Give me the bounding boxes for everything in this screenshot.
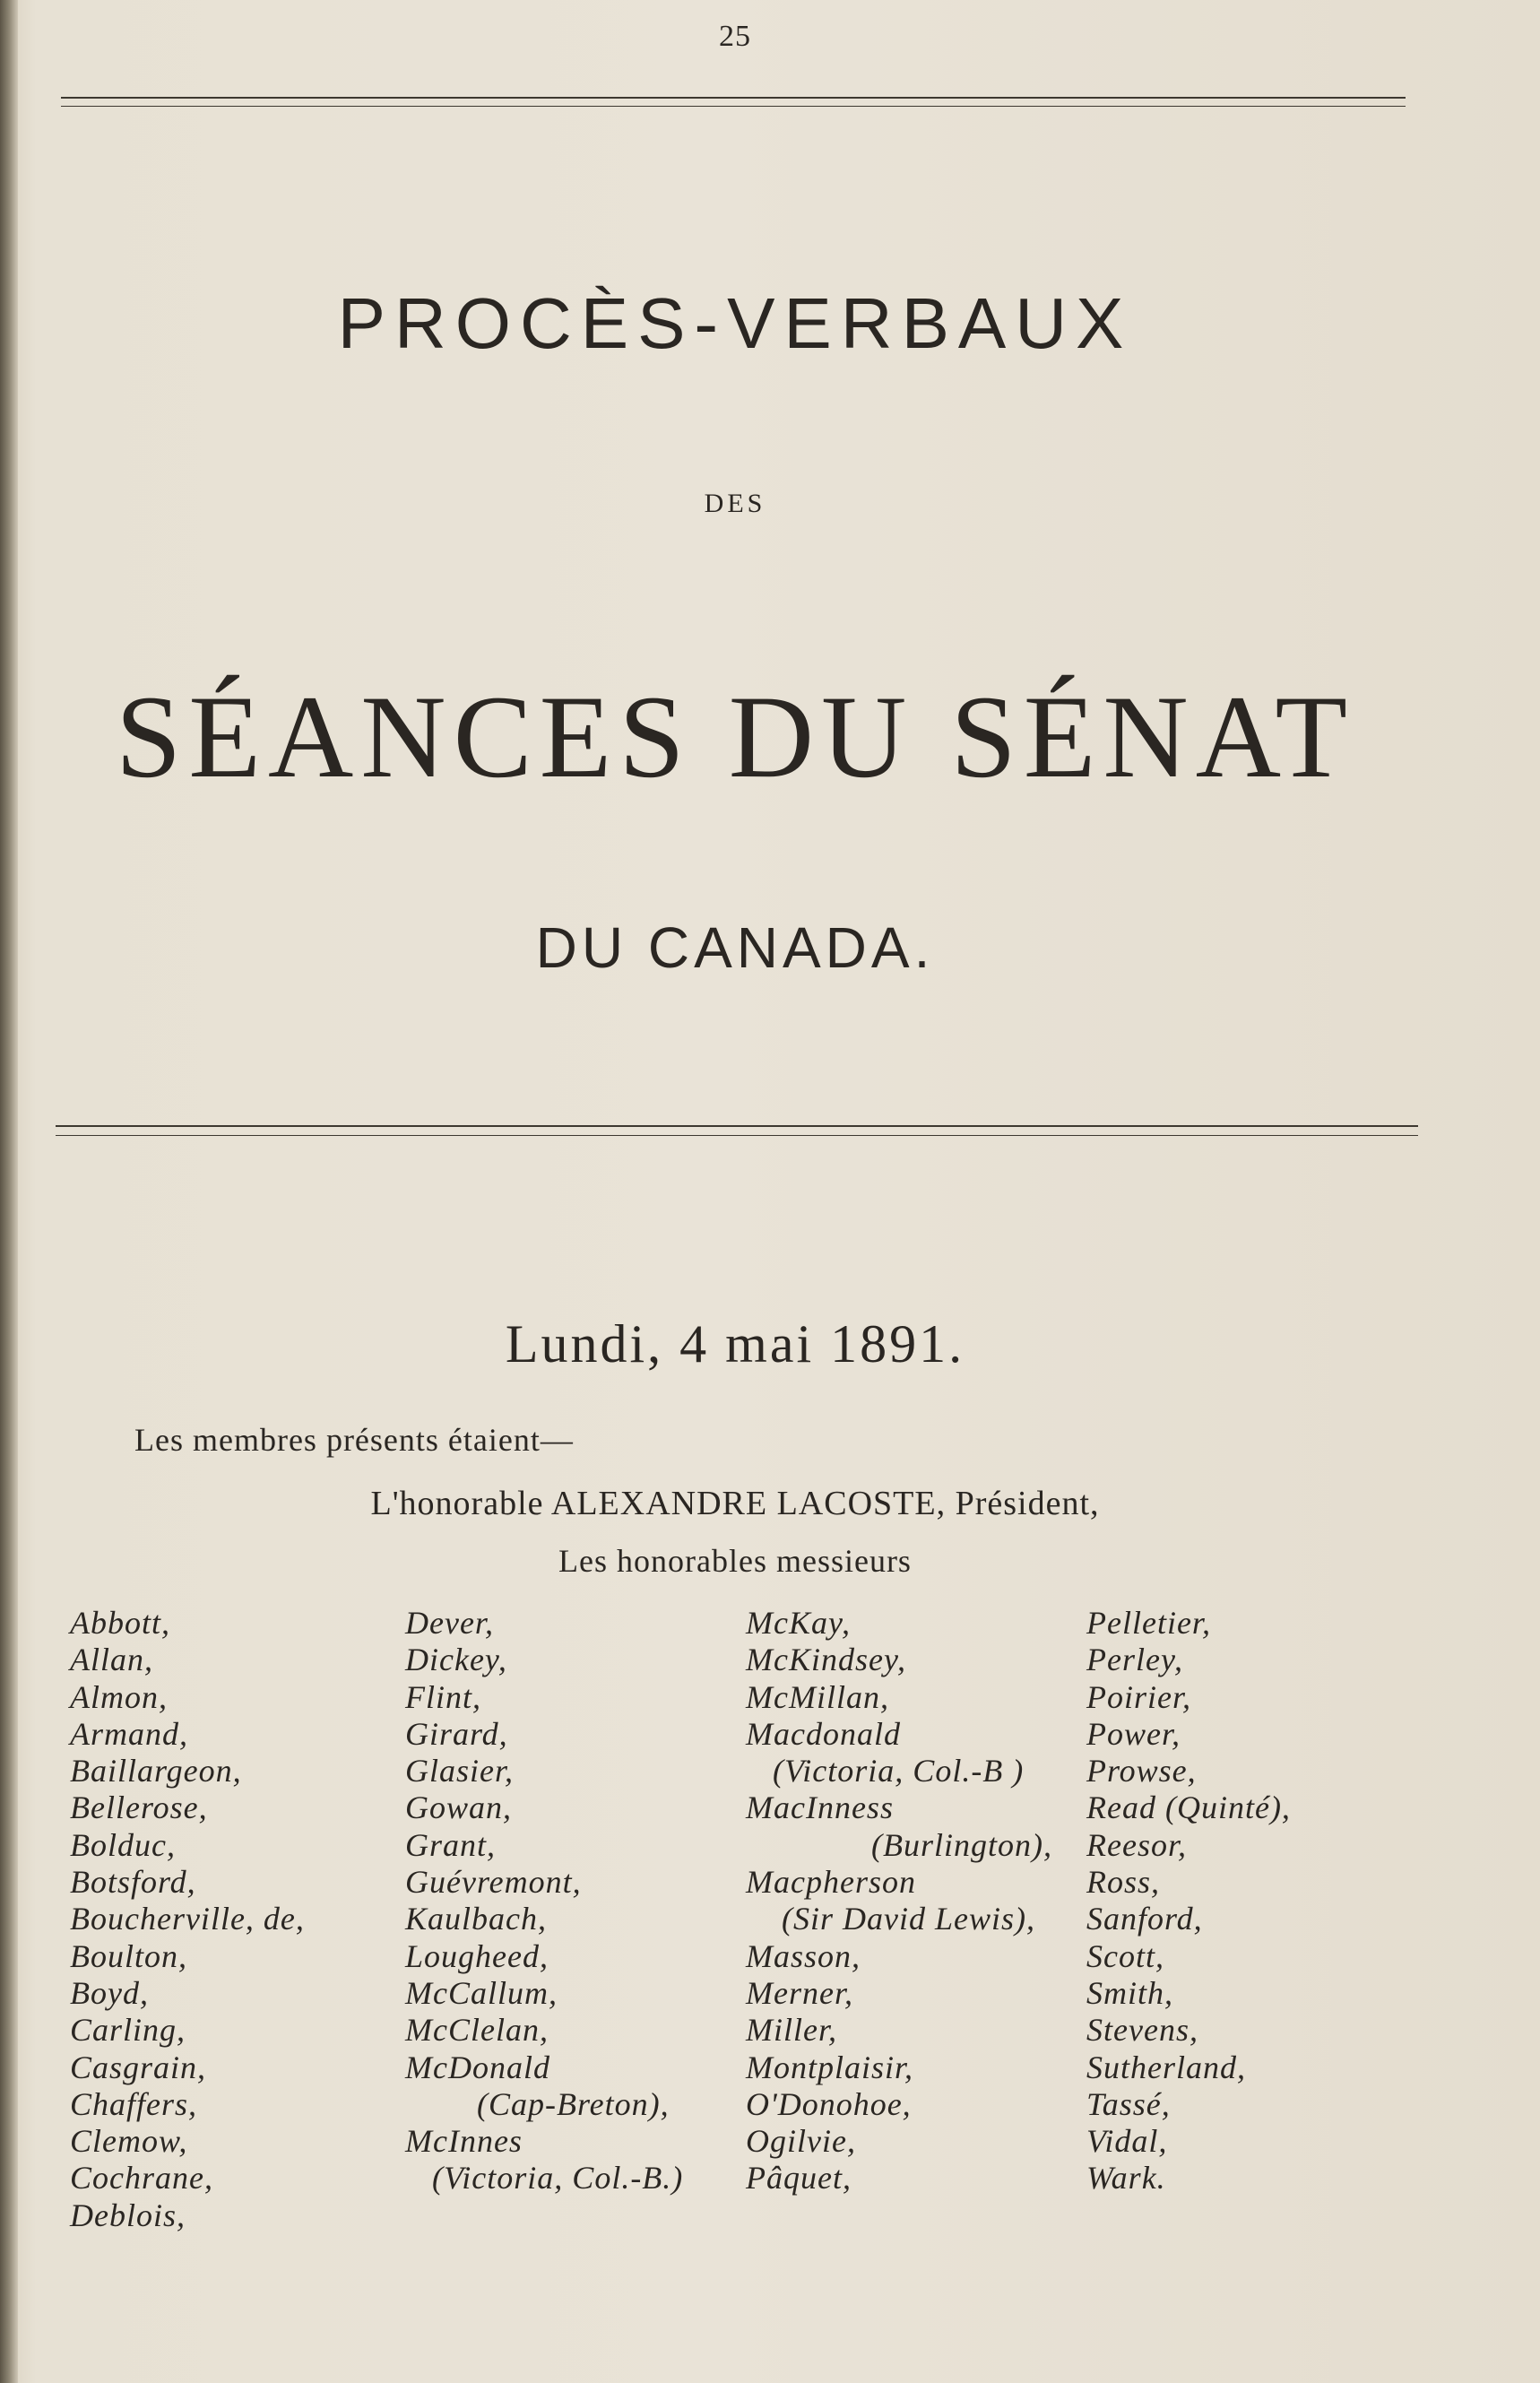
- members-column-4: [1086, 1605, 1291, 2197]
- member-name: Baillargeon,: [70, 1753, 242, 1789]
- member-name: Cochrane,: [70, 2160, 213, 2197]
- member-name: McClelan,: [405, 2012, 549, 2049]
- member-name: Carling,: [70, 2012, 186, 2049]
- member-name: Grant,: [405, 1826, 497, 1863]
- member-name: Pâquet,: [746, 2160, 852, 2197]
- member-name: Read (Quinté),: [1086, 1789, 1291, 1826]
- member-name: Stevens,: [1086, 2012, 1198, 2049]
- member-name: Smith,: [1086, 1974, 1174, 2011]
- top-rule-thin: [61, 106, 1406, 107]
- member-name: Boucherville, de,: [70, 1901, 305, 1937]
- member-name: Pelletier,: [1086, 1605, 1211, 1641]
- members-intro: Les membres présents étaient—: [134, 1422, 574, 1458]
- member-name: Dever,: [405, 1605, 494, 1641]
- member-name: Boyd,: [70, 1974, 149, 2011]
- member-name: McMillan,: [746, 1678, 889, 1715]
- member-name: Poirier,: [1086, 1678, 1192, 1715]
- title-seances-du-senat: SÉANCES DU SÉNAT: [115, 671, 1355, 802]
- title-du-canada: DU CANADA.: [535, 915, 935, 980]
- members-column-3: [746, 1605, 1052, 2197]
- members-column-1: [70, 1605, 305, 2234]
- member-name: (Burlington),: [746, 1826, 1052, 1863]
- member-name: (Cap-Breton),: [405, 2085, 670, 2122]
- member-name: Kaulbach,: [405, 1901, 547, 1937]
- member-name: Masson,: [746, 1937, 861, 1974]
- member-name: Allan,: [70, 1642, 153, 1678]
- member-name: Merner,: [746, 1974, 853, 2011]
- title-proces-verbaux: PROCÈS-VERBAUX: [337, 283, 1133, 363]
- member-name: Gowan,: [405, 1789, 513, 1826]
- member-name: (Victoria, Col.-B ): [746, 1753, 1025, 1789]
- top-rule: [61, 97, 1406, 99]
- member-name: Abbott,: [70, 1605, 170, 1641]
- member-name: McKay,: [746, 1605, 851, 1641]
- member-name: Perley,: [1086, 1642, 1183, 1678]
- member-name: Chaffers,: [70, 2085, 198, 2122]
- middle-rule-thin: [56, 1135, 1418, 1136]
- member-name: Boulton,: [70, 1937, 187, 1974]
- session-date: Lundi, 4 mai 1891.: [505, 1314, 965, 1373]
- members-column-2: [405, 1605, 683, 2197]
- member-name: (Sir David Lewis),: [746, 1901, 1035, 1937]
- honorables-heading: Les honorables messieurs: [558, 1543, 912, 1579]
- member-name: Tassé,: [1086, 2085, 1171, 2122]
- member-name: Prowse,: [1086, 1753, 1197, 1789]
- middle-rule: [56, 1125, 1418, 1127]
- member-name: (Victoria, Col.-B.): [405, 2160, 684, 2197]
- member-name: Ogilvie,: [746, 2123, 856, 2160]
- member-name: Lougheed,: [405, 1937, 549, 1974]
- member-name: McCallum,: [405, 1974, 558, 2011]
- president-line: L'honorable ALEXANDRE LACOSTE, Président,: [370, 1485, 1100, 1522]
- title-des: DES: [704, 489, 766, 518]
- member-name: Bolduc,: [70, 1826, 176, 1863]
- member-name: Ross,: [1086, 1864, 1161, 1901]
- member-name: Sanford,: [1086, 1901, 1203, 1937]
- member-name: Wark.: [1086, 2160, 1166, 2197]
- member-name: Macdonald: [746, 1715, 901, 1752]
- member-name: Botsford,: [70, 1864, 196, 1901]
- member-name: Bellerose,: [70, 1789, 208, 1826]
- member-name: MacInness: [746, 1789, 894, 1826]
- member-name: Power,: [1086, 1715, 1181, 1752]
- member-name: Montplaisir,: [746, 2049, 914, 2085]
- member-name: Reesor,: [1086, 1826, 1187, 1863]
- member-name: Macpherson: [746, 1864, 916, 1901]
- member-name: O'Donohoe,: [746, 2085, 912, 2122]
- member-name: Dickey,: [405, 1642, 507, 1678]
- member-name: McKindsey,: [746, 1642, 906, 1678]
- member-name: Almon,: [70, 1678, 168, 1715]
- member-name: Sutherland,: [1086, 2049, 1246, 2085]
- member-name: Casgrain,: [70, 2049, 207, 2085]
- member-name: Flint,: [405, 1678, 481, 1715]
- member-name: McInnes: [405, 2123, 523, 2160]
- member-name: Clemow,: [70, 2123, 188, 2160]
- member-name: Guévremont,: [405, 1864, 582, 1901]
- member-name: Deblois,: [70, 2197, 186, 2233]
- member-name: Scott,: [1086, 1937, 1164, 1974]
- member-name: Vidal,: [1086, 2123, 1168, 2160]
- member-name: Miller,: [746, 2012, 837, 2049]
- member-name: McDonald: [405, 2049, 550, 2085]
- member-name: Girard,: [405, 1715, 508, 1752]
- member-name: Armand,: [70, 1715, 188, 1752]
- member-name: Glasier,: [405, 1753, 515, 1789]
- page-number: 25: [719, 20, 751, 53]
